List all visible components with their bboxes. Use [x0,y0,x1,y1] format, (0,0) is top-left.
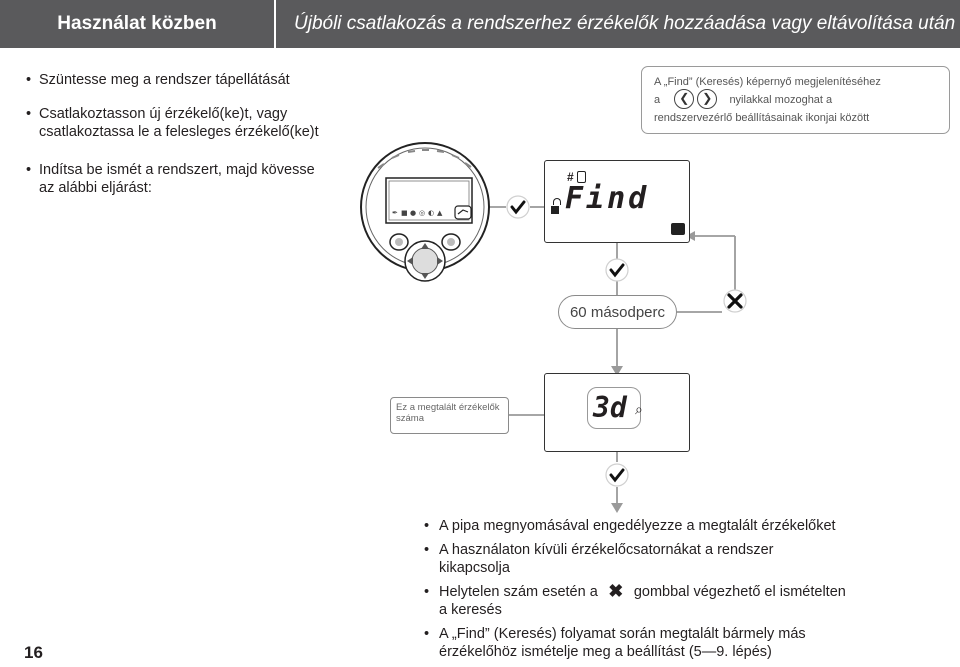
lcd-count-text: 3d [593,391,627,424]
svg-text:■: ■ [401,209,408,217]
lcd-find-screen [544,160,690,243]
channel-icon: # [567,170,574,184]
svg-text:●: ● [410,209,417,217]
sensor-probe-icon: ⌕ [635,401,643,417]
cross-icon: ✖ [608,580,624,601]
return-icon [671,223,685,235]
svg-text:◎: ◎ [419,209,426,217]
arrow-left-icon: ❮ [674,89,694,109]
section-title: Használat közben [57,13,217,34]
info-line2: a ❮ ❯ nyilakkal mozoghat a [654,91,937,109]
instruction-unused-channels: • A használaton kívüli érzékelőcsatornákat a rendszer kikapcsolja [424,541,854,577]
result-instructions [424,517,854,667]
step-restart-line1: • Indítsa be ismét a rendszert, majd kövesse [39,162,315,178]
svg-text:✒: ✒ [392,209,398,217]
lock-icon [551,206,559,214]
step-connect-line1: • Csatlakoztasson új érzékelő(ke)t, vagy [39,106,288,122]
arrow-right-icon: ❯ [697,89,717,109]
check-icon [606,464,628,486]
instruction-retry: • Helytelen szám esetén a ✖ gombbal végezhető el ismételten a keresés [424,583,854,619]
controller-device [361,143,489,281]
svg-text:◐: ◐ [428,209,435,217]
page-number: 16 [24,643,43,662]
check-icon [507,196,529,218]
found-count-line2: száma [396,413,424,424]
info-line1: A „Find” (Keresés) képernyő megjelenítéséhez [654,76,881,88]
found-count-box [390,397,509,434]
cross-icon [724,290,746,312]
found-count-line1: Ez a megtalált érzékelők [396,402,500,413]
instruction-accept: • A pipa megnyomásával engedélyezze a megtalált érzékelőket [424,517,854,535]
lcd-count-screen [544,373,690,452]
step-connect-line2: csatlakoztassa le a felesleges érzékelő(ke)t [39,124,319,140]
svg-text:▲: ▲ [437,209,443,217]
step-power-off: • Szüntesse meg a rendszer tápellátását [26,71,336,89]
page-title: Újbóli csatlakozás a rendszerhez érzékelők hozzáadása vagy eltávolítása után [294,13,956,34]
lcd-find-text: Find [565,181,650,216]
timer-label: 60 másodperc [558,295,677,329]
info-line3: rendszervezérlő beállításainak ikonjai között [654,112,870,124]
check-icon [606,259,628,281]
lock-shackle-icon [553,198,561,205]
step-restart-line2: az alábbi eljárást: [39,180,152,196]
instruction-repeat: • A „Find” (Keresés) folyamat során megtalált bármely más érzékelőhöz ismételje meg a beállítást (5—9. lépés) [424,625,854,661]
